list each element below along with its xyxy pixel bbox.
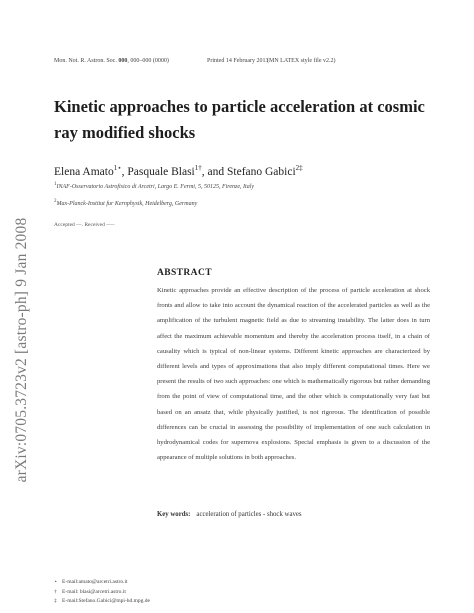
footnote-1-mark: ⋆ [54,579,58,585]
printed-date: Printed 14 February 2013 [207,58,269,64]
journal-name: Mon. Not. R. Astron. Soc. [54,58,117,64]
footnote-3 [54,597,150,607]
running-head-journal [54,58,169,64]
journal-volume: 000 [118,58,128,64]
keywords-text: acceleration of particles - shock waves [196,511,302,518]
abstract-heading: ABSTRACT [157,268,212,278]
author-1-mark: 1⋆ [113,164,122,172]
affiliation-2-mark: 2 [54,199,57,204]
footnote-1 [54,578,150,588]
author-3-mark: 2‡ [295,164,303,172]
footnote-2-mark: † [54,588,57,595]
paper-title: Kinetic approaches to particle acceleration at cosmic ray modified shocks [54,97,425,142]
footnote-2-text: E-mail: blasi@arcetri.astro.it [62,588,126,595]
affiliation-1 [54,182,254,190]
footnote-3-text: E-mail:Stefano.Gabici@mpi-hd.mpg.de [62,598,151,604]
author-list [54,164,303,178]
affiliation-2 [54,199,197,207]
affiliation-1-text: INAF-Osservatorio Astrofisico di Arcetri, Largo E. Fermi, 5, 50125, Firenze, Italy [56,184,255,190]
arxiv-stamp [2,160,42,540]
footnote-3-mark: ‡ [54,598,57,604]
journal-pages: , 000–000 (0000) [127,58,169,64]
author-3: , and Stefano Gabici [201,165,296,178]
abstract-text: Kinetic approaches provide an effective description of the process of particle acceleration at shock fronts and allow to take into account the dynamical reaction of the accelerated particles as well as the amplification of the turbulent magnetic field as due to streaming instability. The latter does in turn affect the maximum achievable momentum and thereby the acceleration process itself, in a chain of causality which is typical of non-linear systems. Different kinetic approaches are characterized by different levels and types of approximations that also imply different computational times. Here we present the results of two such approaches: one which is mathematically rigorous but rather demanding from the point of view of computational time, and the other which is computationally very fast but based on an ansatz that, while physically justified, is not rigorous. The identification of possible differences can be crucial in assessing the possibility of implementation of one such calculation in hydrodynamical codes for supernova explosions. Special emphasis is given to a discussion of the appearance of multiple solutions in both approaches. [157,287,430,462]
author-2: , Pasquale Blasi [121,165,195,178]
affiliation-1-mark: 1 [54,182,57,187]
keywords-label: Key words: [157,511,191,518]
footnotes [54,578,150,607]
accepted-received-line: Accepted —. Received —– [54,222,115,228]
footnote-1-text: E-mail:amato@arcetri.astro.it [62,579,128,585]
keywords [157,511,302,518]
affiliation-2-text: Max-Planck-Institut fur Kernphysik, Heidelberg, Germany [56,201,198,207]
author-2-mark: 1† [194,164,202,172]
arxiv-identifier: arXiv:0705.3723v2 [astro-ph] 9 Jan 2008 [13,217,30,483]
footnote-2 [54,588,150,598]
style-file: (MN LATEX style file v2.2) [267,58,336,64]
author-1: Elena Amato [54,165,114,178]
